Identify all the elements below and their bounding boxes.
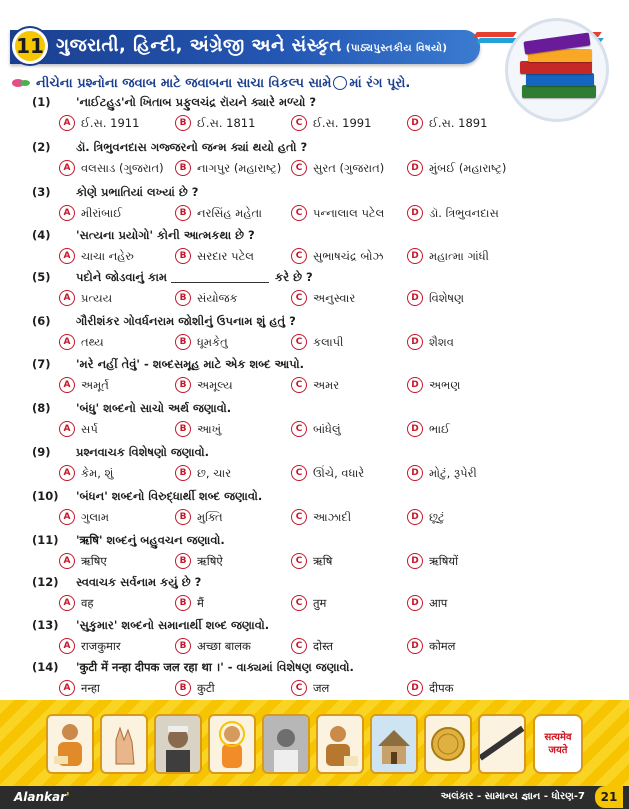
- answer-option[interactable]: [59, 465, 175, 481]
- answer-option[interactable]: [291, 290, 407, 306]
- option-label: ઈ.સ. 1891: [429, 115, 488, 130]
- option-label: ऋषिए: [81, 553, 107, 568]
- page-header: [0, 0, 629, 72]
- question-text: 'નાઈટહુડ'નો ખિતાબ પ્રફુલચંદ્ર રૉયને ક્યારે મળ્યો ?: [76, 94, 317, 109]
- answer-option[interactable]: [59, 680, 175, 696]
- question-line: [32, 399, 502, 417]
- answer-option[interactable]: [407, 115, 487, 131]
- option-bubble[interactable]: A: [59, 115, 75, 131]
- option-bubble[interactable]: B: [175, 553, 191, 569]
- option-bubble[interactable]: A: [59, 334, 75, 350]
- answer-option[interactable]: [407, 205, 499, 221]
- option-label: कोमल: [429, 638, 456, 653]
- question-text: 'બંધુ' શબ્દનો સાચો અર્થ જણાવો.: [76, 400, 232, 415]
- answer-option[interactable]: [407, 160, 506, 176]
- option-label: મુક્તિ: [197, 509, 223, 524]
- option-bubble[interactable]: C: [291, 638, 307, 654]
- option-label: तुम: [313, 595, 327, 610]
- option-label: ઈ.સ. 1991: [313, 115, 372, 130]
- question-item: [32, 399, 502, 439]
- option-bubble[interactable]: D: [407, 595, 423, 611]
- question-number: (2): [32, 140, 51, 154]
- option-label: ઊંચે, વધારે: [313, 465, 365, 480]
- option-bubble[interactable]: C: [291, 465, 307, 481]
- option-bubble[interactable]: C: [291, 160, 307, 176]
- option-label: સંયોજક: [197, 290, 238, 305]
- option-bubble[interactable]: C: [291, 248, 307, 264]
- chapter-subtitle: (પાઠ્યપુસ્તકીય વિષયો): [345, 43, 448, 54]
- option-label: પન્નાલાલ પટેલ: [313, 205, 385, 220]
- option-bubble[interactable]: A: [59, 160, 75, 176]
- option-label: जल: [313, 680, 330, 695]
- answer-option[interactable]: [291, 509, 407, 525]
- motto-line-1: सत्यमेव: [544, 732, 572, 743]
- option-label: આઝાદી: [313, 509, 352, 524]
- answer-option[interactable]: [175, 421, 291, 437]
- options-row: [32, 246, 502, 266]
- answer-option[interactable]: [59, 509, 175, 525]
- option-bubble[interactable]: D: [407, 509, 423, 525]
- option-bubble[interactable]: B: [175, 377, 191, 393]
- question-text: ડૉ. ત્રિભુવનદાસ ગજ્જરનો જન્મ ક્યાં થયો હતો ?: [76, 139, 308, 154]
- option-bubble[interactable]: D: [407, 465, 423, 481]
- option-label: સર્પ: [81, 421, 98, 436]
- options-row: [32, 332, 502, 352]
- answer-option[interactable]: [407, 465, 477, 481]
- option-bubble[interactable]: B: [175, 465, 191, 481]
- question-item: [32, 531, 502, 571]
- option-bubble[interactable]: B: [175, 595, 191, 611]
- option-label: કેમ, શું: [81, 465, 114, 480]
- option-bubble[interactable]: C: [291, 334, 307, 350]
- question-line: [32, 531, 502, 549]
- question-item: [32, 355, 502, 395]
- option-label: आप: [429, 595, 448, 610]
- question-line: [32, 573, 502, 591]
- option-label: વલસાડ (ગુજરાત): [81, 160, 164, 175]
- answer-option[interactable]: [175, 465, 291, 481]
- option-bubble[interactable]: B: [175, 160, 191, 176]
- option-label: ગુલામ: [81, 509, 110, 524]
- option-label: दीपक: [429, 680, 454, 695]
- question-item: [32, 573, 502, 613]
- publisher-logo: [14, 790, 70, 804]
- answer-option[interactable]: [291, 680, 407, 696]
- question-item: [32, 658, 502, 698]
- answer-option[interactable]: [175, 509, 291, 525]
- option-bubble[interactable]: D: [407, 377, 423, 393]
- question-number: (12): [32, 575, 59, 589]
- hand-mudra-image: [100, 714, 148, 774]
- answer-option[interactable]: [59, 595, 175, 611]
- question-item: [32, 226, 502, 266]
- answer-option[interactable]: [407, 680, 453, 696]
- option-bubble[interactable]: B: [175, 421, 191, 437]
- question-number: (1): [32, 95, 51, 109]
- option-label: મહાત્મા ગાંધી: [429, 248, 489, 263]
- answer-option[interactable]: [59, 377, 175, 393]
- answer-option[interactable]: [59, 290, 175, 306]
- question-number: (8): [32, 401, 51, 415]
- option-bubble[interactable]: B: [175, 205, 191, 221]
- gandhi-portrait-image: [262, 714, 310, 774]
- option-label: નાગપુર (મહારાષ્ટ્ર): [197, 160, 282, 175]
- question-text: કોણે પ્રભાતિયાં લખ્યાં છે ?: [76, 184, 199, 199]
- question-text: 'મરે નહીં તેવું' - શબ્દસમૂહ માટે એક શબ્દ આપો.: [76, 356, 305, 371]
- option-label: ડૉ. ત્રિભુવનદાસ: [429, 205, 499, 220]
- question-line: [32, 487, 502, 505]
- answer-option[interactable]: [59, 553, 175, 569]
- option-bubble[interactable]: C: [291, 205, 307, 221]
- answer-option[interactable]: [59, 160, 175, 176]
- option-bubble[interactable]: B: [175, 638, 191, 654]
- option-bubble[interactable]: D: [407, 115, 423, 131]
- option-label: અમૂર્ત: [81, 377, 109, 392]
- page-footer: [0, 786, 629, 809]
- options-row: [32, 375, 502, 395]
- option-label: ઈ.સ. 1811: [197, 115, 256, 130]
- option-label: राजकुमार: [81, 638, 121, 653]
- answer-option[interactable]: [407, 377, 460, 393]
- answer-option[interactable]: [291, 115, 407, 131]
- option-label: ધૂમકેતુ: [197, 334, 228, 349]
- option-label: ऋषिऐ: [197, 553, 223, 568]
- question-number: (6): [32, 314, 51, 328]
- answer-option[interactable]: [407, 248, 489, 264]
- option-label: અમૂલ્ય: [197, 377, 233, 392]
- answer-option[interactable]: [407, 553, 458, 569]
- answer-option[interactable]: [407, 290, 464, 306]
- question-line: [32, 93, 502, 111]
- option-label: સરદાર પટેલ: [197, 248, 254, 263]
- question-line: [32, 443, 502, 461]
- question-number: (7): [32, 357, 51, 371]
- answer-option[interactable]: [291, 160, 407, 176]
- question-item: [32, 138, 507, 178]
- answer-option[interactable]: [175, 205, 291, 221]
- question-text: પદોને જોડવાનું કામ: [76, 269, 168, 284]
- option-bubble[interactable]: C: [291, 290, 307, 306]
- motto-line-2: जयते: [548, 745, 568, 756]
- options-row: [32, 636, 502, 656]
- answer-option[interactable]: [175, 377, 291, 393]
- question-item: [32, 268, 502, 308]
- option-bubble[interactable]: C: [291, 680, 307, 696]
- options-row: [32, 678, 502, 698]
- answer-option[interactable]: [175, 115, 291, 131]
- question-line: [32, 355, 502, 373]
- question-text: સ્વવાચક સર્વનામ કયું છે ?: [76, 574, 202, 589]
- brand-mark: ': [66, 790, 70, 804]
- option-bubble[interactable]: A: [59, 553, 75, 569]
- option-label: અનુસ્વાર: [313, 290, 356, 305]
- question-item: [32, 312, 502, 352]
- options-row: [32, 288, 502, 308]
- option-bubble[interactable]: A: [59, 595, 75, 611]
- option-label: નરસિંહ મહેતા: [197, 205, 262, 220]
- option-label: ચાચા નહેરુ: [81, 248, 134, 263]
- answer-option[interactable]: [291, 465, 407, 481]
- brand-name: Alankar: [14, 790, 67, 804]
- question-line: [32, 312, 502, 330]
- answer-option[interactable]: [291, 421, 407, 437]
- answer-option[interactable]: [291, 248, 407, 264]
- option-bubble[interactable]: A: [59, 205, 75, 221]
- page-number: 21: [595, 786, 623, 808]
- flower-bullet-icon: [12, 77, 30, 89]
- answer-option[interactable]: [407, 638, 455, 654]
- illustration-band: [0, 700, 629, 786]
- poet-writing-image: [316, 714, 364, 774]
- option-label: મોટું, રૂપેરી: [429, 465, 477, 480]
- instruction-text-end: માં રંગ પૂરો.: [349, 75, 411, 91]
- answer-option[interactable]: [59, 248, 175, 264]
- option-label: दोस्त: [313, 638, 334, 653]
- option-bubble[interactable]: D: [407, 334, 423, 350]
- books-stack-illustration: [505, 18, 609, 122]
- option-label: છૂટું: [429, 509, 445, 524]
- chapter-title-text: ગુજરાતી, હિન્દી, અંગ્રેજી અને સંસ્કૃત: [56, 35, 342, 56]
- option-bubble[interactable]: D: [407, 160, 423, 176]
- option-label: છ, ચાર: [197, 465, 232, 480]
- answer-option[interactable]: [175, 290, 291, 306]
- question-number: (14): [32, 660, 59, 674]
- option-label: ઈ.સ. 1911: [81, 115, 140, 130]
- answer-option[interactable]: [291, 638, 407, 654]
- answer-option[interactable]: [175, 595, 291, 611]
- question-number: (4): [32, 228, 51, 242]
- question-line: [32, 183, 502, 201]
- option-label: આખું: [197, 421, 222, 436]
- option-label: શૈશવ: [429, 334, 454, 349]
- answer-option[interactable]: [59, 115, 175, 131]
- question-line: [32, 658, 502, 676]
- options-row: [32, 507, 502, 527]
- option-bubble[interactable]: B: [175, 509, 191, 525]
- question-text: પ્રશ્નવાચક વિશેષણો જણાવો.: [76, 444, 210, 459]
- option-bubble[interactable]: D: [407, 553, 423, 569]
- option-label: સુભાષચંદ્ર બોઝ: [313, 248, 384, 263]
- options-row: [32, 463, 502, 483]
- option-label: ऋषियों: [429, 553, 459, 568]
- option-label: કલાપી: [313, 334, 344, 349]
- answer-option[interactable]: [59, 638, 175, 654]
- answer-option[interactable]: [407, 595, 447, 611]
- option-bubble[interactable]: D: [407, 248, 423, 264]
- fill-blank-line: [171, 272, 269, 283]
- answer-option[interactable]: [291, 553, 407, 569]
- options-row: [32, 419, 502, 439]
- question-text-end: કરે છે ?: [275, 269, 313, 284]
- option-label: वह: [81, 595, 94, 610]
- question-number: (11): [32, 533, 59, 547]
- option-label: कुटी: [197, 680, 215, 695]
- answer-option[interactable]: [175, 160, 291, 176]
- option-bubble[interactable]: B: [175, 290, 191, 306]
- book-icon: [522, 85, 596, 98]
- options-row: [32, 593, 502, 613]
- answer-option[interactable]: [59, 334, 175, 350]
- option-label: સુરત (ગુજરાત): [313, 160, 385, 175]
- option-bubble[interactable]: D: [407, 421, 423, 437]
- option-bubble[interactable]: C: [291, 115, 307, 131]
- answer-option[interactable]: [291, 205, 407, 221]
- question-number: (10): [32, 489, 59, 503]
- option-bubble[interactable]: A: [59, 421, 75, 437]
- question-item: [32, 183, 502, 223]
- option-bubble[interactable]: C: [291, 377, 307, 393]
- option-label: ભાઈ: [429, 421, 450, 436]
- answer-option[interactable]: [291, 595, 407, 611]
- option-bubble[interactable]: D: [407, 290, 423, 306]
- answer-option[interactable]: [175, 553, 291, 569]
- option-label: બાંધેલું: [313, 421, 341, 436]
- option-label: मैं: [197, 595, 204, 610]
- answer-option[interactable]: [175, 248, 291, 264]
- decor-stripe: [473, 32, 517, 37]
- question-line: [32, 226, 502, 244]
- book-icon: [520, 61, 592, 74]
- option-label: મુંબઈ (મહારાષ્ટ્ર): [429, 160, 507, 175]
- option-bubble[interactable]: A: [59, 290, 75, 306]
- saint-painting-image: [208, 714, 256, 774]
- option-bubble[interactable]: A: [59, 509, 75, 525]
- answer-option[interactable]: [59, 421, 175, 437]
- question-number: (3): [32, 185, 51, 199]
- instruction-line: [12, 72, 410, 94]
- question-text: 'कुटी में नन्हा दीपक जल रहा था ।' - વાક્યમાં વિશેષણ જણાવો.: [76, 659, 354, 674]
- question-number: (13): [32, 618, 59, 632]
- option-bubble[interactable]: C: [291, 595, 307, 611]
- book-series-text: અલંકાર - સામાન્ય જ્ઞાન - ધોરણ-7: [440, 791, 585, 802]
- option-label: મીરાંબાઈ: [81, 205, 123, 220]
- answer-option[interactable]: [407, 334, 454, 350]
- option-label: અમર: [313, 377, 340, 392]
- question-text: 'બંધન' શબ્દનો વિરુદ્ધાર્થી શબ્દ જણાવો.: [76, 488, 263, 503]
- options-row: [32, 203, 502, 223]
- hut-image: [370, 714, 418, 774]
- answer-option[interactable]: [175, 680, 291, 696]
- question-number: (9): [32, 445, 51, 459]
- option-label: अच्छा बालक: [197, 638, 251, 653]
- option-bubble[interactable]: B: [175, 248, 191, 264]
- answer-option[interactable]: [291, 334, 407, 350]
- question-line: [32, 138, 502, 156]
- option-label: પ્રત્યય: [81, 290, 113, 305]
- answer-option[interactable]: [407, 509, 445, 525]
- book-icon: [526, 73, 594, 86]
- options-row: [32, 158, 507, 178]
- question-item: [32, 443, 502, 483]
- question-item: [32, 93, 502, 133]
- circle-icon: [333, 76, 347, 90]
- option-bubble[interactable]: C: [291, 421, 307, 437]
- option-bubble[interactable]: A: [59, 465, 75, 481]
- option-label: नन्हा: [81, 680, 100, 695]
- chapter-title: [56, 35, 447, 56]
- flute-image: [478, 714, 526, 774]
- options-row: [32, 113, 502, 133]
- option-bubble[interactable]: D: [407, 638, 423, 654]
- question-number: (5): [32, 270, 51, 284]
- question-line: [32, 616, 502, 634]
- option-bubble[interactable]: B: [175, 334, 191, 350]
- question-text: ગૌરીશંકર ગોવર્ધનરામ જોશીનું ઉપનામ શું હતું ?: [76, 313, 296, 328]
- coin-image: [424, 714, 472, 774]
- option-label: તથ્ય: [81, 334, 104, 349]
- question-item: [32, 616, 502, 656]
- option-bubble[interactable]: A: [59, 248, 75, 264]
- chapter-number-badge: 11: [12, 28, 48, 64]
- option-bubble[interactable]: A: [59, 377, 75, 393]
- question-item: [32, 487, 502, 527]
- answer-option[interactable]: [175, 638, 291, 654]
- option-bubble[interactable]: A: [59, 638, 75, 654]
- option-bubble[interactable]: C: [291, 553, 307, 569]
- scholar-image: [46, 714, 94, 774]
- question-text: 'સત્યના પ્રયોગો' કોની આત્મકથા છે ?: [76, 227, 255, 242]
- question-line: [32, 268, 502, 286]
- option-label: અભણ: [429, 377, 461, 392]
- option-bubble[interactable]: B: [175, 680, 191, 696]
- answer-option[interactable]: [59, 205, 175, 221]
- option-bubble[interactable]: B: [175, 115, 191, 131]
- option-bubble[interactable]: C: [291, 509, 307, 525]
- answer-option[interactable]: [291, 377, 407, 393]
- portrait-man-image: [154, 714, 202, 774]
- options-row: [32, 551, 502, 571]
- question-text: 'સુકુમાર' શબ્દનો સમાનાર્થી શબ્દ જણાવો.: [76, 617, 270, 632]
- option-label: વિશેષણ: [429, 290, 465, 305]
- option-bubble[interactable]: D: [407, 205, 423, 221]
- question-text: 'ऋषि' શબ્દનું બહુવચન જણાવો.: [76, 532, 225, 547]
- satyamev-jayate-badge: [533, 714, 583, 774]
- answer-option[interactable]: [175, 334, 291, 350]
- answer-option[interactable]: [407, 421, 450, 437]
- option-bubble[interactable]: D: [407, 680, 423, 696]
- option-label: ऋषि: [313, 553, 333, 568]
- instruction-text: નીચેના પ્રશ્નોના જવાબ માટે જવાબના સાચા વિકલ્પ સામે: [36, 75, 332, 91]
- option-bubble[interactable]: A: [59, 680, 75, 696]
